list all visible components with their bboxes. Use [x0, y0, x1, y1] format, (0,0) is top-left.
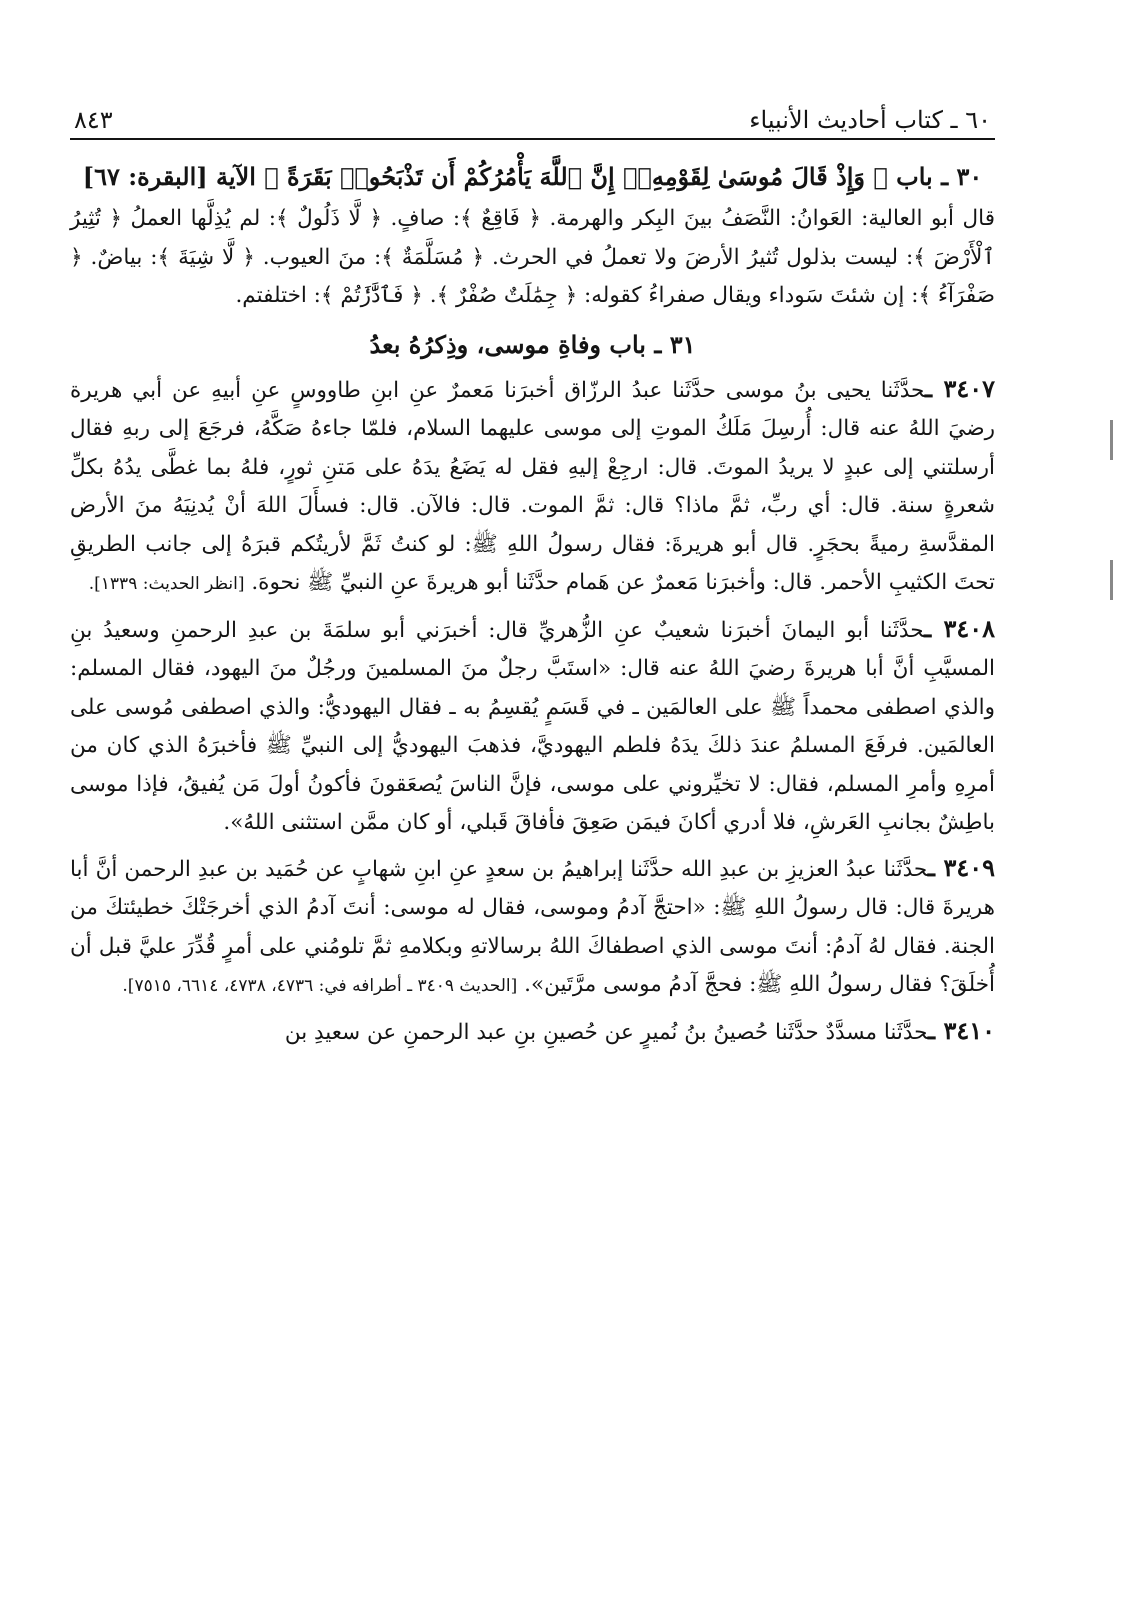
bab-31-heading: ٣١ ـ باب وفاةِ موسى، وذِكرُهُ بعدُ — [369, 329, 696, 359]
hadith-3410 — [70, 1012, 995, 1053]
bab-30-prefix: ٣٠ ـ باب — [896, 162, 983, 191]
hadith-text: حدَّثَنا مسدَّدٌ حدَّثَنا حُصينُ بنُ نُميرٍ عن حُصينِ بنِ عبد الرحمنِ عن سعيدِ بن — [284, 1019, 929, 1045]
hadith-number: ٣٤٠٨ ـ — [924, 613, 995, 643]
bab-30-suffix: الآية [البقرة: ٦٧] — [82, 162, 256, 191]
scan-edge-mark — [1110, 420, 1113, 460]
hadith-3407 — [70, 370, 995, 604]
hadith-text: حدَّثَنا عبدُ العزيزِ بن عبدِ الله حدَّثَنا إبراهيمُ بن سعدٍ عنِ ابنِ شهابٍ عن حُمَيد بن عبدِ الرحمن أنَّ أبا هريرةَ قال: قال رسولُ اللهِ ﷺ: «احتجَّ آدمُ وموسى، فقال له موسى: أنتَ آدمُ الذي أخرجَتْكَ خطيئتكَ من الجنة. فقال لهُ آدمُ: أنتَ موسى الذي اصطفاكَ اللهُ برسالاتهِ وبكلامهِ ثمَّ تلومُني على أمرٍ قُدِّرَ عليَّ قبل أن أُخلَقَ؟ فقال رسولُ اللهِ ﷺ: فحجَّ آدمُ موسى مرَّتَين». — [70, 856, 995, 997]
hadith-3408 — [70, 610, 995, 843]
bab-30-verse: ﴿ وَإِذْ قَالَ مُوسَىٰ لِقَوْمِهِۦٓ إِنَّ ٱللَّهَ يَأْمُرُكُمْ أَن تَذْبَحُوا۟ بَقَرَةً ﴾ — [264, 162, 888, 191]
hadith-number: ٣٤٠٩ ـ — [927, 852, 995, 882]
hadith-number: ٣٤٠٧ ـ — [924, 373, 995, 403]
hadith-reference: [الحديث ٣٤٠٩ ـ أطرافه في: ٤٧٣٦، ٤٧٣٨، ٦٦١٤، ٧٥١٥]. — [122, 976, 518, 996]
scan-edge-mark — [1110, 560, 1113, 600]
page-number: ٨٤٣ — [74, 106, 113, 134]
running-header — [70, 106, 995, 140]
hadith-number: ٣٤١٠ ـ — [928, 1015, 995, 1045]
hadith-reference: [انظر الحديث: ١٣٣٩]. — [88, 574, 245, 594]
hadith-3409 — [70, 849, 995, 1006]
hadith-text: حدَّثَنا أبو اليمانَ أخبرَنا شعيبٌ عنِ الزُّهريِّ قال: أخبرَني أبو سلمَةَ بن عبدِ الرحمنِ وسعيدُ بنِ المسيَّبِ أنَّ أبا هريرةَ رضيَ اللهُ عنه قال: «استَبَّ رجلٌ منَ المسلمينَ ورجُلٌ منَ اليهود، فقال المسلم: والذي اصطفى محمداً ﷺ على العالمَين ـ في قَسَمٍ يُقسِمُ به ـ فقال اليهوديُّ: والذي اصطفى مُوسى على العالمَين. فرفَعَ المسلمُ عندَ ذلكَ يدَهُ فلطم اليهوديَّ، فذهبَ اليهوديُّ إلى النبيِّ ﷺ فأخبرَهُ الذي كان من أمرِهِ وأمرِ المسلم، فقال: لا تخيِّروني على موسى، فإنَّ الناسَ يُصعَقونَ فأكونُ أولَ مَن يُفيقُ، فإذا موسى باطِشٌ بجانبِ العَرشِ، فلا أدري أكانَ فيمَن صَعِقَ فأفاقَ قَبلي، أو كان ممَّن استثنى اللهُ». — [70, 617, 995, 835]
hadith-text: حدَّثَنا يحيى بنُ موسى حدَّثَنا عبدُ الرزّاق أخبرَنا مَعمرٌ عنِ ابنِ طاووسٍ عنِ أبيهِ عن أبي هريرة رضيَ اللهُ عنه قال: أُرسِلَ مَلَكُ الموتِ إلى موسى عليهما السلام، فلمّا جاءهُ صَكَّهُ، فرجَعَ إلى ربهِ فقال أرسلتني إلى عبدٍ لا يريدُ الموتَ. قال: ارجِعْ إليهِ فقل له يَضَعُ يدَهُ على مَتنِ ثورٍ، فلهُ بما غطَّى يدُهُ بكلِّ شعرةٍ سنة. قال: أي ربِّ، ثمَّ ماذا؟ قال: ثمَّ الموت. قال: فالآن. قال: فسأَلَ اللهَ أنْ يُدنِيَهُ منَ الأرض المقدَّسةِ رميةً بحجَرٍ. قال أبو هريرةَ: فقال رسولُ اللهِ ﷺ: لو كنتُ ثَمَّ لأريتُكم قبرَهُ إلى جانب الطريقِ تحتَ الكثيبِ الأحمر. قال: وأخبرَنا مَعمرٌ عن هَمام حدَّثَنا أبو هريرةَ عنِ النبيِّ ﷺ نحوهَ. — [70, 377, 995, 595]
book-title: ٦٠ ـ كتاب أحاديث الأنبياء — [749, 106, 991, 134]
bab-30-body: قال أبو العالية: العَوانُ: النَّصَفُ بينَ البِكر والهرمة. ﴿ فَاقِعٌ ﴾: صافٍ. ﴿ لَّا ذَلُولٌ ﴾: لم يُذِلَّها العملُ ﴿ تُثِيرُ ٱلْأَرْضَ ﴾: ليست بذلول تُثيرُ الأرضَ ولا تعملُ في الحرث. ﴿ مُسَلَّمَةٌ ﴾: منَ العيوب. ﴿ لَّا شِيَةَ ﴾: بياضٌ. ﴿ صَفْرَآءُ ﴾: إن شئتَ سَوداء ويقال صفراءُ كقوله: ﴿ جِمَٰلَتٌ صُفْرٌ ﴾. ﴿ فَٱدَّٰرَٰٔتُمْ ﴾: اختلفتم. — [70, 206, 995, 308]
bab-30-heading — [70, 158, 995, 196]
book-page — [70, 106, 995, 1052]
